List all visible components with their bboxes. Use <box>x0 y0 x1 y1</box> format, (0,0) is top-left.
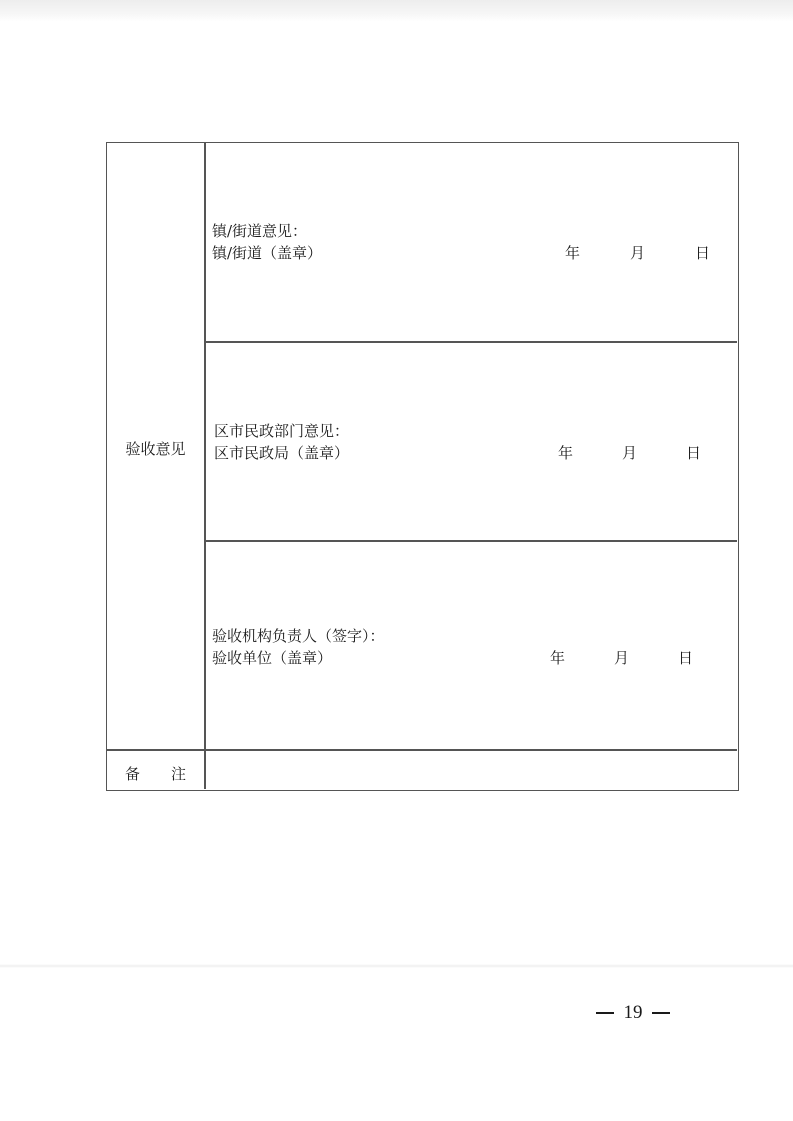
scan-edge <box>0 0 793 22</box>
civil-affairs-date-month: 月 <box>622 444 638 462</box>
acceptance-unit-seal-label: 验收单位（盖章） <box>212 649 333 667</box>
acceptance-date-year: 年 <box>550 649 566 667</box>
page-number-left-dash <box>596 1012 614 1014</box>
acceptance-head-signature-label: 验收机构负责人（签字）： <box>212 627 385 645</box>
town-seal-label: 镇/街道（盖章） <box>212 244 323 262</box>
page-number-right-dash <box>652 1012 670 1014</box>
civil-affairs-seal-label: 区市民政局（盖章） <box>214 444 350 462</box>
town-date-day: 日 <box>695 244 711 262</box>
remarks-label-char-1: 备 <box>125 764 141 783</box>
acceptance-form-table <box>106 142 739 791</box>
acceptance-date-month: 月 <box>614 649 630 667</box>
remarks-label <box>107 755 204 791</box>
remarks-label-char-2: 注 <box>170 764 186 783</box>
town-date-year: 年 <box>565 244 581 262</box>
civil-affairs-opinion-label: 区市民政部门意见： <box>214 422 350 440</box>
page-number <box>596 1002 670 1024</box>
scan-fold-line <box>0 964 793 968</box>
town-opinion-label: 镇/街道意见： <box>212 222 308 240</box>
page-number-value: 19 <box>623 1002 643 1023</box>
column-divider <box>204 143 206 789</box>
town-date-month: 月 <box>630 244 646 262</box>
civil-affairs-date-day: 日 <box>686 444 702 462</box>
row-divider <box>204 540 737 542</box>
row-divider <box>204 341 737 343</box>
acceptance-opinion-label: 验收意见 <box>125 440 186 458</box>
acceptance-date-day: 日 <box>678 649 694 667</box>
remarks-divider <box>107 749 737 751</box>
civil-affairs-date-year: 年 <box>558 444 574 462</box>
